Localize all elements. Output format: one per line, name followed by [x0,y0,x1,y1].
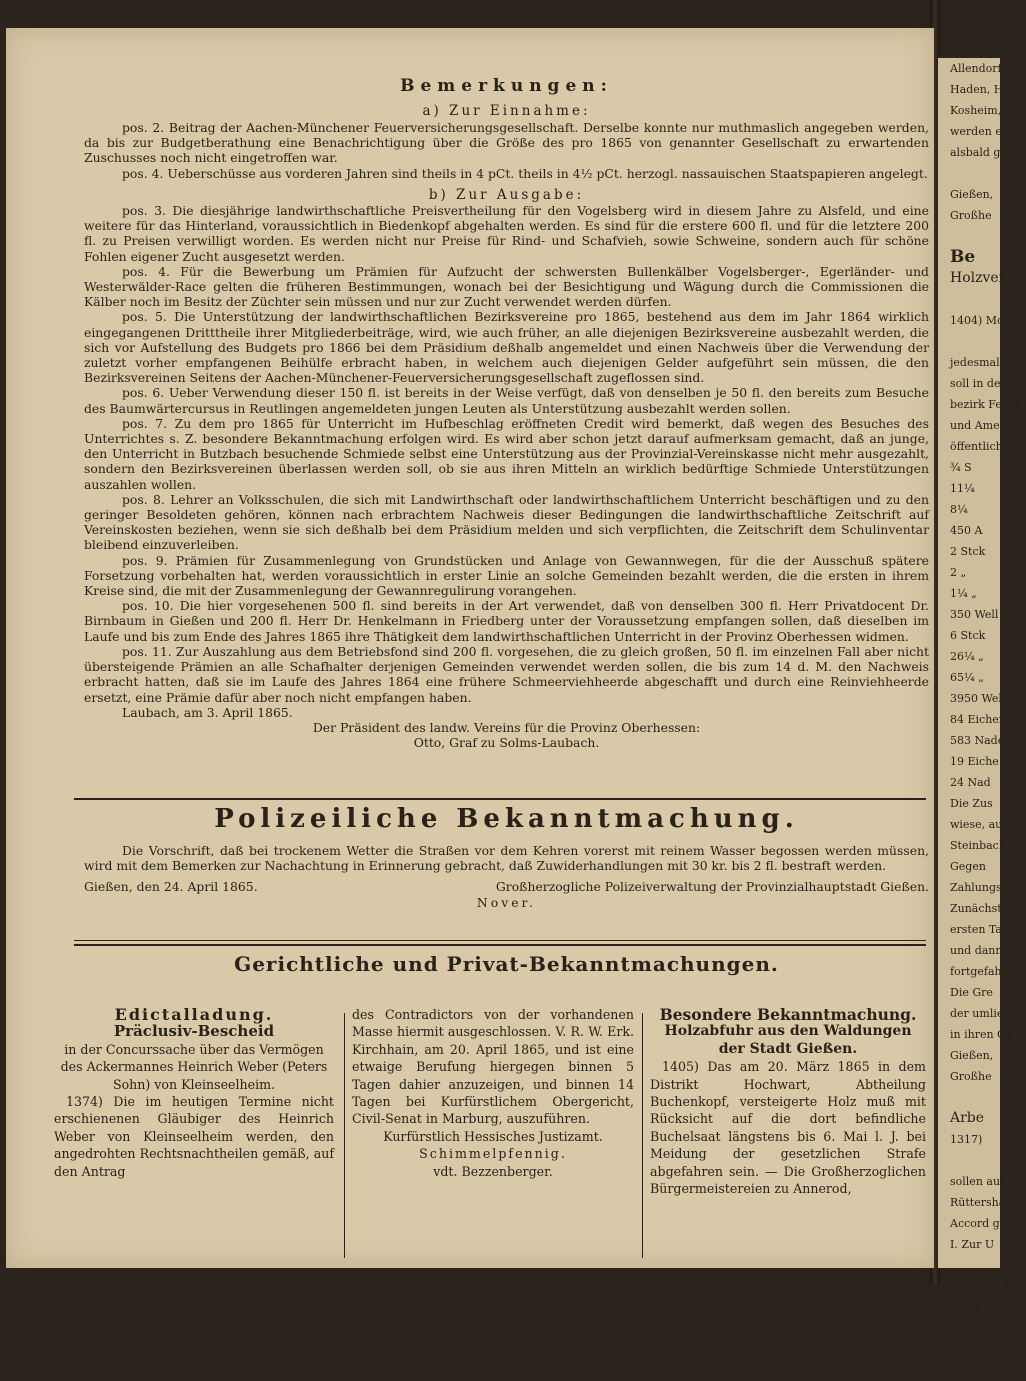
strip-line: der umliegen [950,1007,1025,1020]
expense-note: pos. 7. Zu dem pro 1865 für Unterricht im Hufbeschlag eröffneten Credit wird bemerkt, daß wegen des Besuches des Unterrichtes s. Z. besondere Bekanntmachung erfolgen wird. Es wird aber schon jetzt darauf aufmerksam gemacht, daß an junge, den Unterricht in Butzbach besuchende Schmiede selbst eine Unterstützung aus der Provinzial-Vereinskasse nicht mehr ausgezahlt, sondern den Bezirksvereinen überlassen werden soll, ob sie aus ihren Mitteln an wirklich bedürftige Schmiede Unterstützungen auszahlen wollen. [84,415,929,492]
strip-line: ersten Tage [950,923,1016,936]
strip-line: 1¼ „ [950,587,977,600]
income-heading: a) Zur Einnahme: [422,103,591,119]
strip-line: werden ersu [950,125,1020,138]
strip-line: Steinbrech [950,1280,1012,1293]
strip-line: 450 A [950,524,983,537]
expense-note: pos. 9. Prämien für Zusammenlegung von Grundstücken und Anlage von Gewannwegen, für die der Ausschuß spätere Forsetzung vorbehalten hat, werden voraussichtlich in erster Linie an solche Gemeinden bezahlt werden, die die ersten in ihrem Kreise sind, die mit der Zusammenlegung der Gewannregulirung vorangehen. [84,552,929,599]
special-notice-text: 1405) Das am 20. März 1865 in dem Distrikt Hochwart, Abtheilung Buchenkopf, versteigerte Holz muß mit Rücksicht auf die dort befindliche Buchelsaat längstens bis 6. Mai l. J. bei Meidung der gesetzlichen Strafe abgefahren sein. — Die Großherzoglichen Bürgermeistereien zu Annerod, [650,1059,926,1197]
strip-line: alsbald gef [950,146,1011,159]
strip-line: bezirk Ferne [950,398,1021,411]
edictal-title: Edictalladung. [114,1005,274,1024]
strip-line: Steinbach. [950,839,1010,852]
strip-line: öffentlich ve [950,440,1019,453]
strip-line: Arbe [950,1110,985,1126]
remarks-signer-office: Der Präsident des landw. Vereins für die Provinz Oberhessen: [312,719,701,735]
newspaper-page [6,28,934,1268]
strip-line: 11¼ [950,482,975,495]
strip-line: Großhe [950,1070,992,1083]
court-order-text: des Contradictors von der vorhandenen Masse hiermit ausgeschlossen. V. R. W. Erk. Kirchhain, am 20. April 1865, und ist eine etwaige Berufung hiergegen binnen 5 Tagen dahier anzuzeigen, und binnen 14 Tagen bei Kurfürstlichem Obergericht, Civil-Senat in Marburg, auszuführen. [352,1007,634,1127]
expense-note: pos. 10. Die hier vorgesehenen 500 fl. sind bereits in der Art verwendet, daß von denselben 300 fl. Herr Privatdocent Dr. Birnbaum in Gießen und 200 fl. Herr Dr. Henkelmann in Friedberg unter der Voraussetzung empfangen sollen, daß dieselben im Laufe und bis zum Ende des Jahres 1865 ihre Thätigkeit dem landwirthschaftlichen Unterricht in der Provinz Oberhessen widmen. [84,598,929,644]
strip-line [950,289,1000,310]
section-divider [74,798,926,800]
expense-note: pos. 8. Lehrer an Volksschulen, die sich mit Landwirthschaft oder landwirthschaftlichem Unterricht beschäftigen und zu den geringer Besoldeten gehören, können nach erbrachtem Nachweis dieser Bedingungen die landwirthschaftliche Zeitschrift auf Vereinskosten beziehen, wenn sie sich deßhalb bei dem Präsidium melden und sich verpflichten, die Zeitschrift dem Schulinventar bleibend einzuverleiben. [84,491,929,553]
strip-line: Die Zus [950,797,993,810]
strip-line: den S [950,1301,982,1314]
police-place-date: Gießen, den 24. April 1865. [84,879,258,895]
police-notice [84,843,929,910]
strip-line: 1404) Mon [950,314,1011,327]
section-divider-double [74,940,926,946]
column-special-notice [650,1006,926,1197]
strip-line [950,163,1000,184]
edictal-text: 1374) Die im heutigen Termine nicht erschienenen Gläubiger des Heinrich Weber von Kleinseelheim werden, den angedrohten Rechtsnachtheilen gemäß, auf den Antrag [54,1094,334,1179]
strip-line: 1317) [950,1133,983,1146]
edictal-subtitle: Präclusiv-Bescheid [113,1022,275,1041]
strip-line: Accord ge [950,1217,1007,1230]
court-title: Gerichtliche und Privat-Bekanntmachungen. [234,952,779,976]
strip-line: ¾ S [950,461,972,474]
edictal-intro: in der Concurssache über das Vermögen des Ackermannes Heinrich Weber (Peters Sohn) von Kleinseelheim. [60,1041,328,1092]
expense-note: pos. 6. Ueber Verwendung dieser 150 fl. ist bereits in der Weise verfügt, daß von denselben je 50 fl. den bereits zum Besuche des Baumwärtercursus in Reutlingen angemeldeten jungen Leuten als Unterstützung ausbezahlt werden sollen. [84,385,929,416]
strip-line [950,331,1000,352]
expense-note: pos. 4. Für die Bewerbung um Prämien für Aufzucht der schwersten Bullenkälber Vogelsberger-, Egerländer- und Westerwälder-Race gelten die früheren Bestimmungen, wonach bei der Besichtigung und Wägung durch die Commissionen die Kälber noch im Besitz der Züchter sein müssen und nur zur Zucht verwendet werden dürfen. [84,263,929,310]
strip-line: 84 Eichen [950,713,1006,726]
strip-line: soll in dem [950,377,1011,390]
expense-note: pos. 3. Die diesjährige landwirthschaftliche Preisvertheilung für den Vogelsberg wird in diesem Jahre zu Alsfeld, und eine weitere für das Hinterland, voraussichtlich in Biedenkopf abgehalten werden. Es sind für die erstere 600 fl. und für die letztere 200 fl. zu Preisen verwilligt worden. Es werden nicht nur Preise für Rind- und Schafvieh, sowie Schweine, sondern auch für schöne Fohlen eigener Zucht ausgesetzt werden. [84,203,929,264]
strip-line: Holzver [950,270,1006,286]
strip-line: Haden, Hau [950,83,1018,96]
strip-line: 65¼ „ [950,671,984,684]
strip-line: veransch [950,1322,1001,1335]
expense-heading: b) Zur Ausgabe: [428,187,585,203]
strip-line: und dann [950,944,1003,957]
strip-line: 26¼ „ [950,650,984,663]
special-notice-subtitle: Holzabfuhr aus den Waldungen der Stadt Gießen. [664,1023,912,1057]
strip-line: Rüttershau [950,1196,1013,1209]
column-divider [344,1013,345,1258]
strip-line: Gießen, [950,1049,994,1062]
strip-line: Steinklopfe [950,1364,1014,1377]
strip-line: I. Zur U [950,1238,995,1251]
strip-line [950,1087,1000,1108]
strip-line: Zunächst [950,902,1002,915]
strip-line: jedesmal [950,356,1000,369]
strip-line: Gegen [950,860,986,873]
remarks-place-date: Laubach, am 3. April 1865. [122,704,293,720]
strip-line: Die Gre [950,986,993,999]
strip-line [950,1150,1000,1171]
remarks-signer-name: Otto, Graf zu Solms-Laubach. [413,734,600,750]
strip-line: in ihren Ge [950,1028,1013,1041]
column-edictal [54,1006,334,1180]
adjacent-page-strip [938,58,1026,1377]
strip-line: 8¼ [950,503,968,516]
police-text: Die Vorschrift, daß bei trockenem Wetter die Straßen vor dem Kehren vorerst mit reinem Wasser begossen werden müssen, wird mit dem Bemerken zur Nachachtung in Erinnerung gebracht, daß Zuwiderhandlungen mit 30 kr. bis 2 fl. bestraft werden. [84,843,929,874]
strip-line: Gießen, [950,188,994,201]
expense-notes [84,203,929,750]
strip-line: wiese, auf [950,818,1007,831]
strip-line: fortgefahren [950,965,1021,978]
column-divider [642,1013,643,1258]
strip-line: Zahlungsf [950,881,1006,894]
strip-line: 2 Stck [950,545,986,558]
police-name: Nover. [476,895,537,911]
strip-line: 2 „ [950,566,967,579]
court-vdt: vdt. Bezzenberger. [433,1163,553,1179]
court-authority: Kurfürstlich Hessisches Justizamt. [383,1128,603,1144]
strip-line: 583 Nadel [950,734,1008,747]
strip-line [950,1255,1000,1276]
income-note: pos. 2. Beitrag der Aachen-Münchener Feuerversicherungsgesellschaft. Derselbe konnte nur muthmaslich angegeben werden, da bis zur Budgetberathung eine Benachrichtigung über die Größe des pro 1865 von genannter Gesellschaft zu erwartenden Zuschusses noch nicht eingetroffen war. [84,120,929,166]
remarks-title: Bemerkungen: [400,76,613,96]
strip-line: Be [950,247,976,267]
strip-line: 19 Eiche [950,755,999,768]
police-authority: Großherzogliche Polizeiverwaltung der Provinzialhauptstadt Gießen. [495,879,929,895]
expense-note: pos. 11. Zur Auszahlung aus dem Betriebsfond sind 200 fl. vorgesehen, die zu gleich großen, 50 fl. im einzelnen Fall aber nicht übersteigende Prämien an alle Schafhalter derjenigen Gemeinden verwendet werden sollen, die bis zum 14 d. M. den Nachweis erbracht hatten, daß sie im Laufe des Jahres 1864 eine frühere Schmeerviehheerde abgeschafft und durch eine Reinviehheerde ersetzt, eine Prämie dafür aber noch nicht empfangen haben. [84,643,929,705]
police-title: Polizeiliche Bekanntmachung. [214,804,799,834]
strip-line: 3950 Welle [950,692,1012,705]
strip-line: Allendorf a. L [950,62,1026,75]
income-notes [84,120,929,181]
column-court-order [352,1006,634,1180]
expense-note: pos. 5. Die Unterstützung der landwirthschaftlichen Bezirksvereine pro 1865, bestehend aus dem im Jahr 1864 wirklich eingegangenen Dritttheile ihrer Mitgliederbeiträge, wird, wie auch früher, an alle diejenigen Bezirksvereine ausbezahlt werden, die sich vor Aufstellung des Budgets pro 1866 bei dem Präsidium deßhalb angemeldet und einen Nachweis über die Verwendung der zuletzt vorher empfangenen Beihülfe erbracht haben, in welchem auch diejenigen Gelder aufgeführt sein müssen, die den Bezirksvereinen Seitens der Aachen-Münchener-Feuerversicherungsgesellschaft zugeflossen sind. [84,309,929,386]
court-name: Schimmelpfennig. [419,1146,567,1162]
strip-line: 6 Stck [950,629,986,642]
strip-line: 24 Nad [950,776,991,789]
strip-line [950,226,1000,247]
income-note: pos. 4. Ueberschüsse aus vorderen Jahren sind theils in 4 pCt. theils in 4½ pCt. herzogl. nassauischen Staatspapieren angelegt. [122,165,928,181]
strip-line: Kosheim, N [950,104,1015,117]
strip-line: und Ameise [950,419,1016,432]
strip-line: 350 Well [950,608,999,621]
strip-line: Großhe [950,209,992,222]
strip-line: sollen auf [950,1175,1005,1188]
special-notice-title: Besondere Bekanntmachung. [659,1005,917,1024]
strip-line: Steinsetzen [950,1343,1016,1356]
